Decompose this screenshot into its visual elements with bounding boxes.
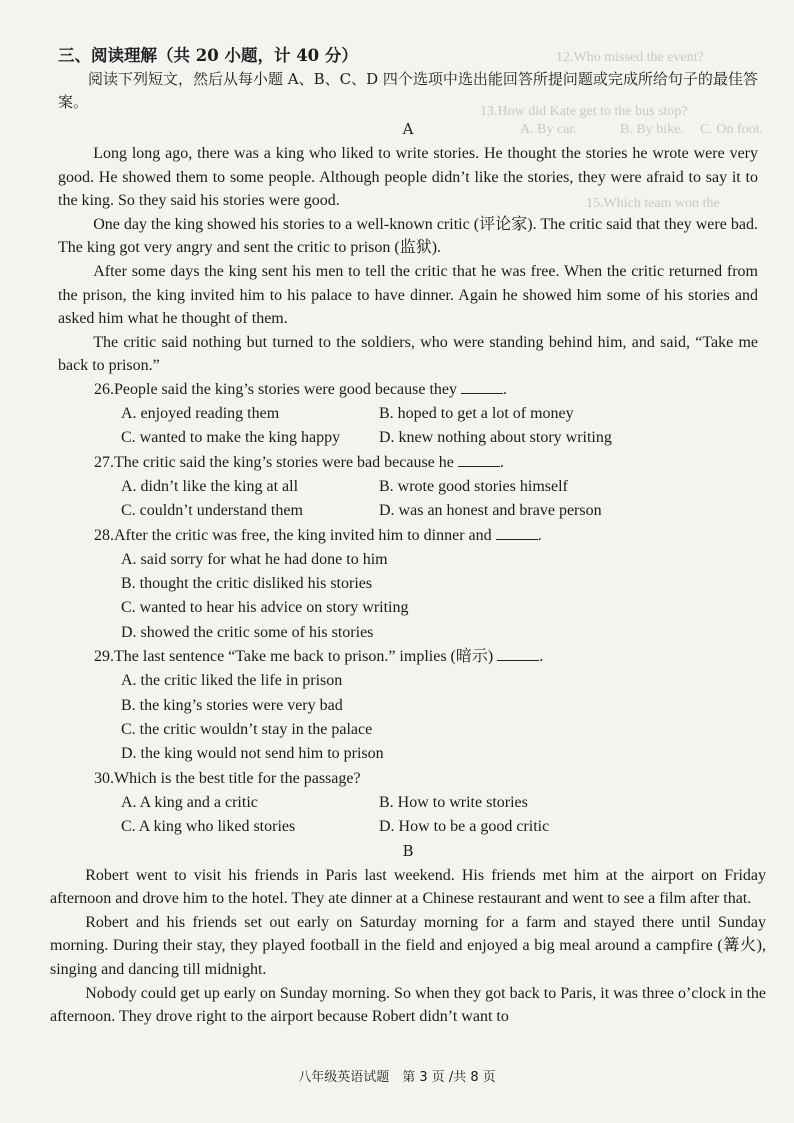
question-stem: 27.The critic said the king’s stories were bad because he — [94, 453, 454, 471]
bleed-text: B. By bike. — [620, 122, 684, 137]
answer-blank — [458, 452, 500, 467]
option-b[interactable]: B. thought the critic disliked his stories — [121, 574, 373, 592]
question-27 — [94, 451, 758, 475]
option-d[interactable]: D. showed the critic some of his stories — [121, 623, 374, 641]
options-30 — [121, 791, 758, 840]
option-c[interactable]: C. couldn’t understand them — [121, 502, 303, 520]
question-stem: 26.People said the king’s stories were good because they — [94, 380, 458, 398]
question-stem: 30.Which is the best title for the passage? — [94, 769, 361, 787]
bleed-text: A. By car. — [520, 122, 577, 137]
option-b[interactable]: B. the king’s stories were very bad — [121, 696, 343, 714]
options-28 — [121, 548, 758, 646]
passage-a-paragraph: The critic said nothing but turned to the soldiers, who were standing behind him, and said, “Take me back to prison.” — [58, 333, 758, 375]
option-d[interactable]: D. was an honest and brave person — [379, 502, 602, 520]
option-d[interactable]: D. How to be a good critic — [379, 818, 550, 836]
passage-b-label: B — [402, 841, 414, 860]
bleed-text: C. On foot. — [700, 122, 763, 137]
question-tail: . — [499, 453, 504, 471]
section-title: 三、阅读理解（共 20 小题，计 40 分） — [58, 46, 358, 65]
passage-b-paragraph: Nobody could get up early on Sunday morning. So when they got back to Paris, it was three o’clock in the afternoon. They drove right to the airport because Robert didn’t want to — [50, 984, 766, 1026]
option-b[interactable]: B. wrote good stories himself — [379, 477, 568, 495]
question-29 — [94, 645, 758, 669]
option-a[interactable]: A. didn’t like the king at all — [121, 477, 299, 495]
options-29 — [121, 669, 758, 767]
passage-a-paragraph: Long long ago, there was a king who liked to write stories. He thought the stories he wrote were very good. He showed them to some people. Although people didn’t like the stories, they were afraid to say it to the king. So they said his stories were good. — [58, 145, 758, 210]
option-b[interactable]: B. hoped to get a lot of money — [379, 404, 574, 422]
passage-b-paragraph: Robert and his friends set out early on Saturday morning for a farm and stayed there until Sunday morning. During their stay, they played football in the field and enjoyed a big meal around a campfire (篝火), singing and dancing till midnight. — [50, 913, 766, 978]
passage-a-label: A — [402, 120, 414, 138]
option-a[interactable]: A. A king and a critic — [121, 793, 258, 811]
question-30 — [94, 767, 758, 791]
answer-blank — [497, 646, 539, 661]
bleed-text: 13.How did Kate get to the bus stop? — [480, 104, 688, 119]
options-26 — [121, 402, 758, 451]
question-28 — [94, 524, 758, 548]
page-content — [50, 44, 766, 1029]
question-stem: 29.The last sentence “Take me back to prison.” implies (暗示) — [94, 648, 494, 666]
section-instructions: 阅读下列短文，然后从每小题 A、B、C、D 四个选项中选出能回答所提问题或完成所给句子的最佳答案。 — [58, 70, 758, 111]
question-tail: . — [539, 648, 544, 666]
option-d[interactable]: D. the king would not send him to prison — [121, 745, 384, 763]
option-c[interactable]: C. the critic wouldn’t stay in the palace — [121, 721, 373, 738]
option-a[interactable]: A. the critic liked the life in prison — [121, 672, 343, 690]
option-c[interactable]: C. wanted to make the king happy — [121, 429, 341, 447]
page-footer: 八年级英语试题 第 3 页 /共 8 页 — [298, 1070, 496, 1085]
answer-blank — [496, 525, 538, 540]
options-27 — [121, 475, 758, 524]
option-c[interactable]: C. A king who liked stories — [121, 818, 296, 836]
bleed-text: 15.Which team won the — [586, 196, 720, 211]
option-d[interactable]: D. knew nothing about story writing — [379, 429, 612, 447]
bleed-text: 12.Who missed the event? — [556, 50, 704, 65]
option-c[interactable]: C. wanted to hear his advice on story writing — [121, 599, 409, 617]
option-b[interactable]: B. How to write stories — [379, 793, 528, 811]
option-a[interactable]: A. said sorry for what he had done to him — [121, 550, 388, 568]
question-tail: . — [537, 526, 542, 544]
question-tail: . — [503, 380, 508, 398]
question-26 — [94, 378, 758, 402]
passage-a-paragraph: After some days the king sent his men to tell the critic that he was free. When the critic returned from the prison, the king invited him to his palace to have dinner. Again he showed him some of his stories and asked him what he thought of them. — [58, 262, 758, 328]
option-a[interactable]: A. enjoyed reading them — [121, 404, 280, 422]
answer-blank — [461, 379, 503, 394]
question-stem: 28.After the critic was free, the king invited him to dinner and — [94, 526, 492, 544]
passage-a-paragraph: One day the king showed his stories to a well-known critic (评论家). The critic said that they were bad. The king got very angry and sent the critic to prison (监狱). — [58, 215, 758, 257]
passage-b-paragraph: Robert went to visit his friends in Paris last weekend. His friends met him at the airport on Friday afternoon and drove him to the hotel. They ate dinner at a Chinese restaurant and went to see a film after that. — [50, 866, 766, 908]
